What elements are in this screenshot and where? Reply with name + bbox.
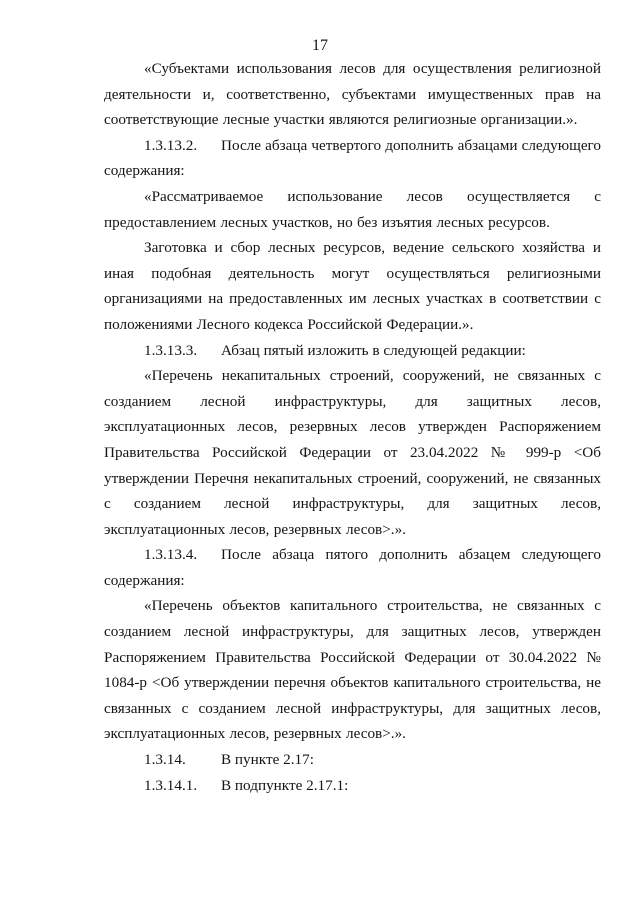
quoted-paragraph: «Перечень некапитальных строений, сооружений, не связанных с созданием лесной инфраструктуры, для защитных лесов, эксплуатационных лесов, резервных лесов утвержден Распоряжением Правительства Российской Федерации от 23.04.2022 № 999-р <Об утверждении Перечня некапитальных строений, сооружений, не связанных с созданием лесной инфраструктуры, для защитных лесов, эксплуатационных лесов, резервных лесов>.». <box>104 367 601 538</box>
clause-1-3-14 <box>104 747 601 773</box>
clause-text: В подпункте 2.17.1: <box>221 776 349 794</box>
quoted-paragraph: «Субъектами использования лесов для осуществления религиозной деятельности и, соответственно, субъектами имущественных прав на соответствующие лесные участки являются религиозные организации.». <box>104 60 601 129</box>
clause-number: 1.3.13.4. <box>144 546 198 564</box>
clause-number: 1.3.13.2. <box>144 136 198 154</box>
clause-number: 1.3.14. <box>144 751 186 769</box>
clause-text: Абзац пятый изложить в следующей редакции: <box>221 341 526 359</box>
clause-number: 1.3.14.1. <box>144 776 198 794</box>
document-body <box>104 56 601 798</box>
clause-text: После абзаца пятого дополнить абзацем следующего содержания: <box>104 546 601 589</box>
clause-1-3-13-3 <box>104 338 601 364</box>
paragraph: Заготовка и сбор лесных ресурсов, ведение сельского хозяйства и иная подобная деятельность могут осуществляться религиозными организациями на предоставленных им лесных участках в соответствии с положениями Лесного кодекса Российской Федерации.». <box>104 239 601 333</box>
clause-1-3-13-2 <box>104 133 601 184</box>
clause-text: После абзаца четвертого дополнить абзацами следующего содержания: <box>104 136 601 180</box>
quoted-paragraph: «Рассматриваемое использование лесов осуществляется с предоставлением лесных участков, но без изъятия лесных ресурсов. <box>104 187 601 231</box>
page-number: 17 <box>312 37 328 54</box>
clause-1-3-13-4 <box>104 542 601 593</box>
quoted-paragraph: «Перечень объектов капитального строительства, не связанных с созданием лесной инфраструктуры, для защитных лесов, утвержден Распоряжением Правительства Российской Федерации от 30.04.2022 № 1084-р <Об утверждении перечня объектов капитального строительства, не связанных с созданием лесной инфраструктуры, для защитных лесов, эксплуатационных лесов, резервных лесов>.». <box>104 597 601 743</box>
clause-number: 1.3.13.3. <box>144 341 198 359</box>
clause-1-3-14-1 <box>104 773 601 799</box>
clause-text: В пункте 2.17: <box>221 751 314 769</box>
